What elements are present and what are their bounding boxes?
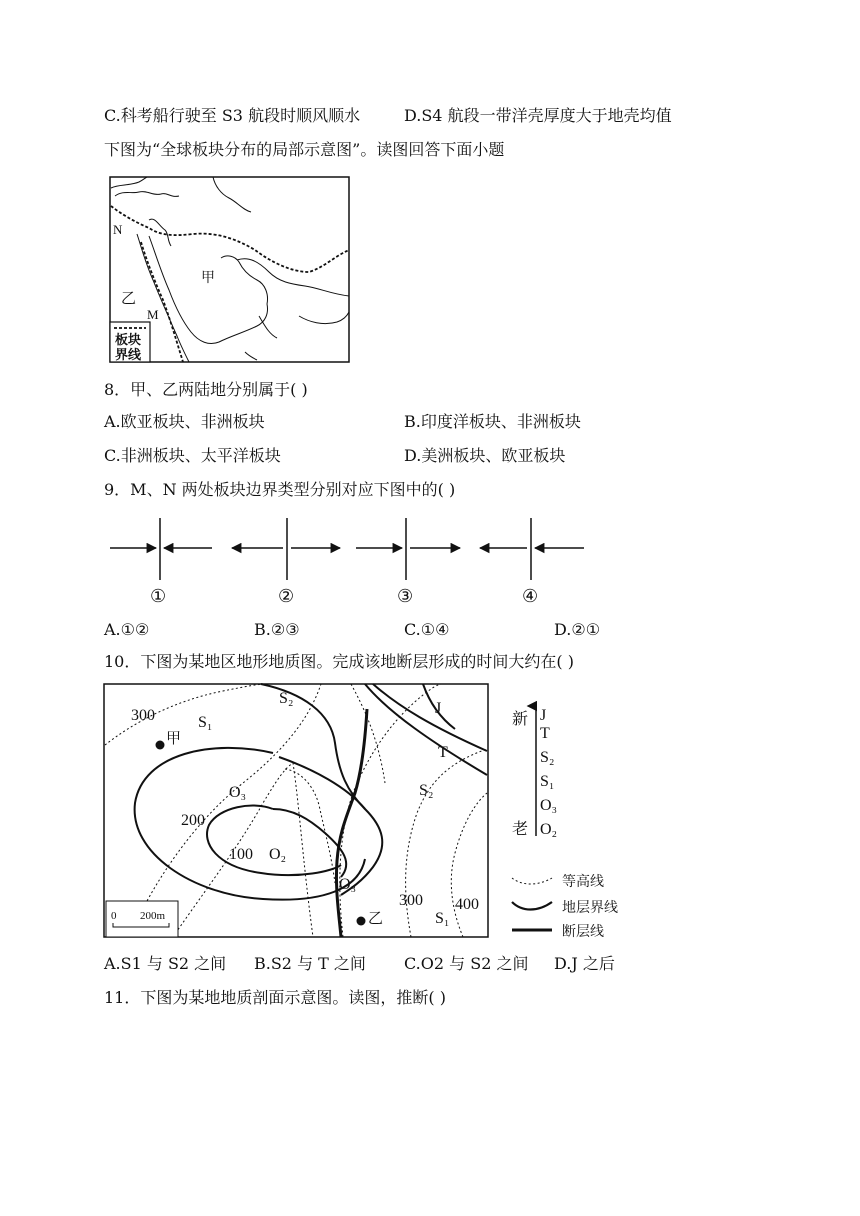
scale-zero: 0 [111, 910, 117, 922]
q8-option-c: C.非洲板块、太平洋板块 [104, 446, 281, 465]
label-400: 400 [455, 896, 479, 913]
label-s2-top: S₂ [279, 690, 294, 707]
strata-layer-o2: O₂ [540, 821, 558, 838]
legend-plate-1: 板块 [115, 332, 142, 347]
q10-option-a: A.S1 与 S2 之间 [104, 954, 227, 973]
q10-option-c: C.O2 与 S2 之间 [404, 954, 529, 973]
intro-text: 下图为“全球板块分布的局部示意图”。读图回答下面小题 [104, 140, 505, 159]
label-t: T [438, 744, 448, 761]
q9-option-d: D.②① [554, 620, 601, 639]
q8-stem: 8．甲、乙两陆地分别属于( ) [104, 380, 308, 399]
legend-fault: 断层线 [562, 925, 604, 940]
legend-boundary: 地层界线 [562, 901, 618, 916]
strata-layer-t: T [540, 725, 550, 742]
label-m: M [147, 307, 159, 322]
q9-option-b: B.②③ [254, 620, 300, 639]
geologic-legend [508, 868, 628, 944]
label-o2: O₂ [269, 846, 287, 863]
q10-stem: 10．下图为某地区地形地质图。完成该地断层形成的时间大约在( ) [104, 652, 574, 671]
strata-column [510, 700, 570, 842]
label-200: 200 [181, 812, 205, 829]
strata-layer-o3: O₃ [540, 797, 558, 814]
q8-option-b: B.印度洋板块、非洲板块 [404, 412, 581, 431]
label-300-left: 300 [131, 707, 155, 724]
label-300-right: 300 [399, 892, 423, 909]
q10-option-d: D.J 之后 [554, 954, 615, 973]
option-d-prev: D.S4 航段一带洋壳厚度大于地壳均值 [404, 106, 672, 125]
q9-option-a: A.①② [104, 620, 150, 639]
diagram-label-2: ② [278, 586, 295, 606]
label-100: 100 [229, 846, 253, 863]
diagram-label-1: ① [150, 586, 167, 606]
strata-layer-s1: S₁ [540, 773, 555, 790]
label-o3-left: O₃ [229, 784, 247, 801]
strata-layer-s2: S₂ [540, 749, 555, 766]
q8-option-d: D.美洲板块、欧亚板块 [404, 446, 566, 465]
label-yi: 乙 [121, 291, 137, 307]
label-n: N [113, 222, 123, 237]
plate-map [109, 176, 351, 364]
strata-old: 老 [512, 821, 529, 838]
legend-contour: 等高线 [562, 875, 604, 890]
q11-stem: 11．下图为某地地质剖面示意图。读图，推断( ) [104, 988, 446, 1007]
label-s1-right: S₁ [435, 910, 450, 927]
label-s2-right: S₂ [419, 782, 434, 799]
q9-stem: 9．M、N 两处板块边界类型分别对应下图中的( ) [104, 480, 456, 499]
strata-layer-j: J [540, 707, 547, 724]
label-yi: 乙 [368, 911, 384, 927]
option-c-prev: C.科考船行驶至 S3 航段时顺风顺水 [104, 106, 361, 125]
boundary-types-diagram [100, 510, 600, 610]
label-jia: 甲 [201, 271, 215, 286]
diagram-label-3: ③ [397, 586, 414, 606]
legend-plate-2: 界线 [115, 347, 142, 362]
scale-length: 200m [140, 910, 166, 922]
q8-option-a: A.欧亚板块、非洲板块 [104, 412, 265, 431]
geologic-map [103, 683, 489, 939]
label-s1-left: S₁ [198, 714, 213, 731]
label-jia: 甲 [166, 731, 182, 747]
diagram-label-4: ④ [522, 586, 539, 606]
q10-option-b: B.S2 与 T 之间 [254, 954, 366, 973]
label-o3-center: O₃ [339, 876, 357, 893]
label-j: J [435, 700, 442, 717]
strata-new: 新 [512, 711, 529, 728]
q9-option-c: C.①④ [404, 620, 450, 639]
